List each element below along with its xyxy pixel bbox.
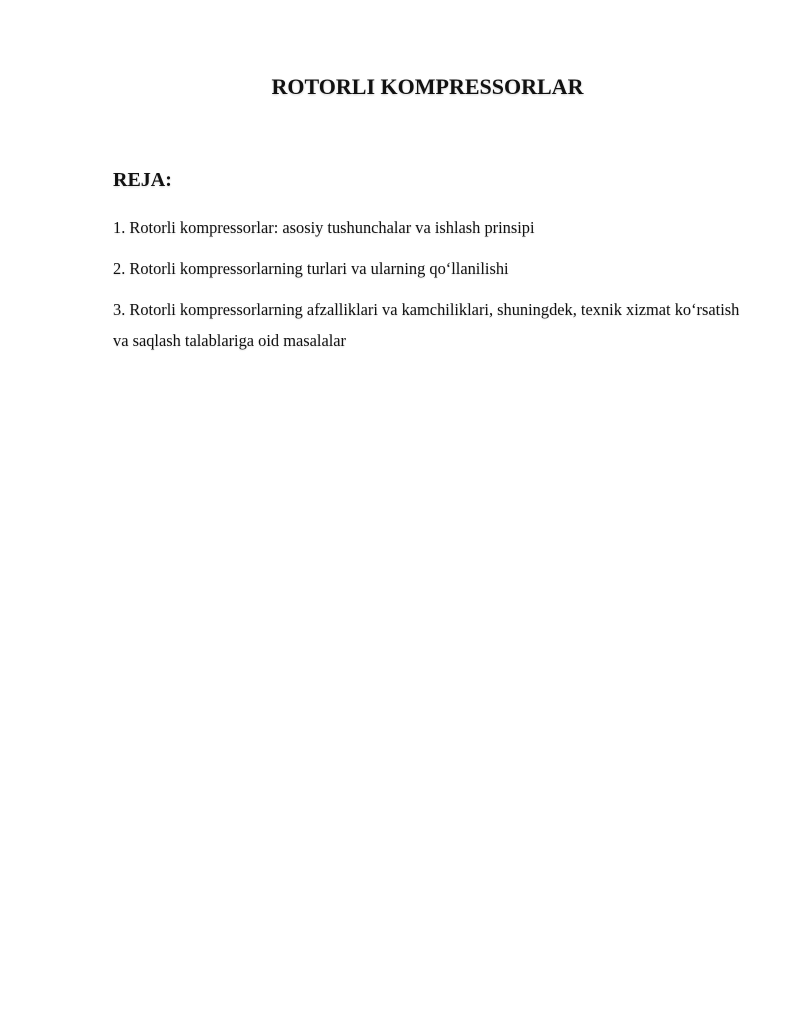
plan-item-3: 3. Rotorli kompressorlarning afzalliklari va kamchiliklari, shuningdek, texnik xizmat ko‘rsatish va saqlash talablariga oid masalalar	[113, 300, 740, 350]
plan-heading: REJA:	[113, 169, 172, 191]
plan-list	[113, 212, 743, 366]
plan-item-1: 1. Rotorli kompressorlar: asosiy tushunchalar va ishlash prinsipi	[113, 218, 535, 237]
plan-item-2: 2. Rotorli kompressorlarning turlari va ularning qo‘llanilishi	[113, 259, 509, 278]
document-title: ROTORLI KOMPRESSORLAR	[271, 74, 584, 99]
